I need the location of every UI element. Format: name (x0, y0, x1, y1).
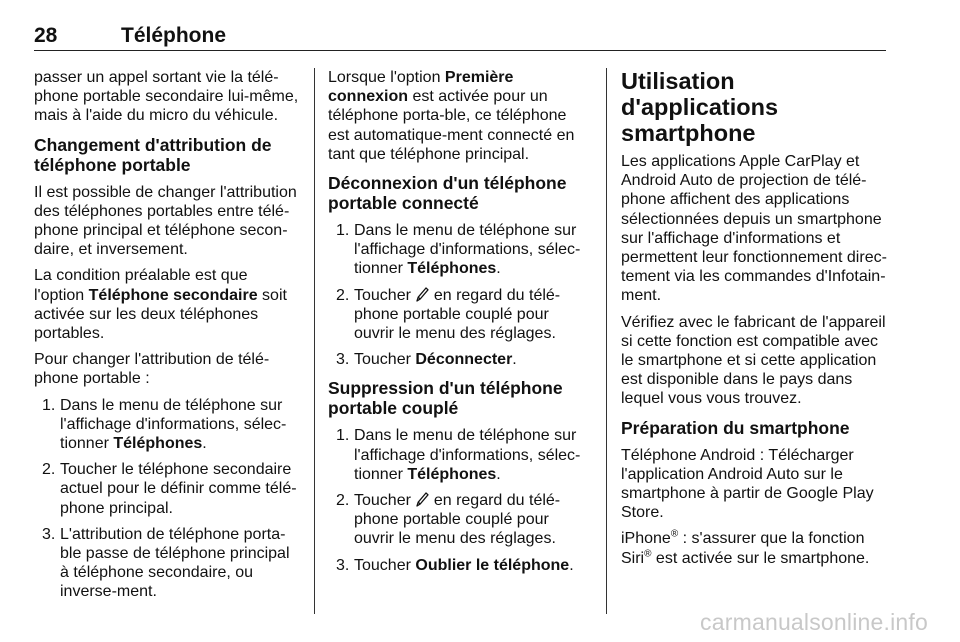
menu-name: Téléphones (407, 465, 497, 483)
text: . (496, 260, 501, 278)
menu-name: Téléphones (113, 435, 203, 453)
list-item (328, 426, 590, 484)
text: est activée pour un téléphone porta-ble, ce téléphone est automatique-ment connecté en tant que téléphone principal. (328, 88, 575, 163)
registered-mark: ® (670, 529, 679, 541)
column-3 (621, 68, 889, 575)
step-number: 2. (336, 286, 350, 304)
paragraph: Les applications Apple CarPlay et Android Auto de projection de télé-phone affichent des applications sélectionnées depuis un smartphone sur l'affichage d'informations et permettent leur fonctionnement direc-tement via les commandes d'Infotain-ment. (621, 153, 887, 305)
column-1 (34, 68, 302, 610)
step-number: 1. (42, 396, 56, 414)
text: : s'assurer que la fonction Siri (621, 530, 865, 567)
intro-paragraph: passer un appel sortant vie la télé-phone portable secondaire lui-même, mais à l'aide du micro du véhicule. (34, 69, 299, 125)
text: iPhone (621, 530, 671, 548)
steps-list (328, 426, 590, 574)
text: Toucher (354, 556, 416, 574)
menu-name: Déconnecter (415, 351, 513, 369)
list-item (328, 350, 590, 369)
paragraph (328, 68, 590, 164)
step-number: 3. (336, 556, 350, 574)
step-number: 3. (42, 525, 56, 543)
section-heading-change-assignment: Changement d'attribution de téléphone portable (34, 134, 272, 175)
column-divider-2 (606, 68, 607, 614)
page-title: Téléphone (121, 24, 227, 47)
list-item (328, 491, 590, 549)
text: Toucher (354, 492, 416, 510)
steps-list (328, 221, 590, 369)
pen-icon (415, 491, 429, 507)
section-heading-preparation: Préparation du smartphone (621, 417, 850, 438)
list-item (34, 525, 302, 602)
paragraph (621, 529, 889, 567)
list-item (328, 286, 590, 344)
text: Lorsque l'option (328, 69, 445, 86)
watermark: carmanualsonline.info (700, 609, 928, 635)
step-number: 1. (336, 427, 350, 445)
text: soit activée sur les deux téléphones portables. (34, 286, 287, 343)
text: Dans le menu de téléphone sur l'affichage d'informations, sélec-tionner (60, 396, 287, 453)
steps-list (34, 396, 302, 602)
column-divider-1 (314, 68, 315, 614)
text: en regard du télé-phone portable couplé pour ouvrir le menu des réglages. (354, 286, 561, 343)
section-heading-disconnect: Déconnexion d'un téléphone portable connecté (328, 173, 567, 214)
list-item (34, 460, 302, 518)
text: Toucher le téléphone secondaire actuel pour le définir comme télé-phone principal. (60, 461, 297, 517)
text: . (496, 465, 501, 483)
paragraph (34, 266, 302, 343)
list-item (328, 221, 590, 279)
list-item (34, 396, 302, 454)
list-item (328, 556, 590, 575)
paragraph: Il est possible de changer l'attribution des téléphones portables entre télé-phone principal et téléphone secon-daire, et inversement. (34, 183, 297, 259)
text: Dans le menu de téléphone sur l'affichage d'informations, sélec-tionner (354, 222, 581, 278)
step-number: 3. (336, 351, 350, 369)
text: Toucher (354, 351, 416, 369)
text: L'attribution de téléphone porta-ble passe de téléphone principal à téléphone secondaire, ou inverse-ment. (60, 525, 290, 601)
menu-name: Téléphones (407, 260, 497, 278)
step-number: 1. (336, 222, 350, 240)
text: en regard du télé-phone portable couplé pour ouvrir le menu des réglages. (354, 492, 561, 548)
step-number: 2. (42, 461, 56, 479)
paragraph: Téléphone Android : Télécharger l'application Android Auto sur le smartphone à partir de Google Play Store. (621, 446, 874, 522)
chapter-title: Utilisation d'applications smartphone (621, 68, 779, 146)
text: est activée sur le smartphone. (651, 549, 870, 567)
option-name: Première connexion (328, 69, 514, 106)
menu-name: Oublier le téléphone (415, 556, 570, 574)
text: Toucher (354, 286, 416, 304)
text: La condition préalable est que l'option (34, 267, 248, 304)
registered-mark: ® (644, 548, 652, 560)
column-2 (328, 68, 590, 583)
pen-icon (415, 286, 429, 302)
paragraph: Vérifiez avec le fabricant de l'appareil si cette fonction est compatible avec le smartphone et si cette application est disponible dans le pays dans lequel vous vous trouvez. (621, 313, 886, 408)
step-number: 2. (336, 492, 350, 510)
paragraph: Pour changer l'attribution de télé-phone portable : (34, 351, 270, 388)
text: Dans le menu de téléphone sur l'affichage d'informations, sélec-tionner (354, 427, 581, 483)
page-number: 28 (34, 24, 58, 47)
page-header (34, 24, 886, 51)
option-name: Téléphone secondaire (88, 286, 258, 304)
section-heading-delete: Suppression d'un téléphone portable couplé (328, 378, 563, 419)
text: . (202, 435, 207, 453)
text: . (512, 351, 517, 369)
text: . (569, 556, 574, 574)
